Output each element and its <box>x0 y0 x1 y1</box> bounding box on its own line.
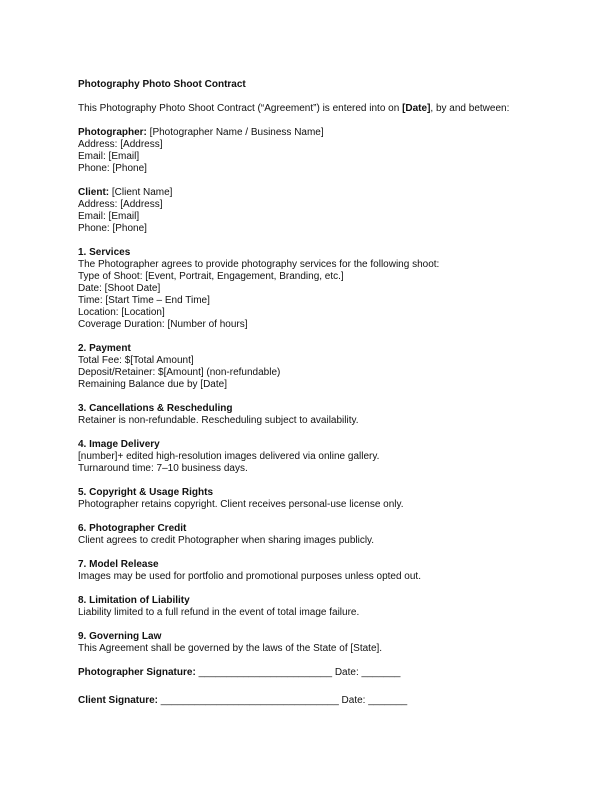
section-line: Time: [Start Time – End Time] <box>78 295 210 306</box>
client-name-line <box>78 187 578 199</box>
section-line: Date: [Shoot Date] <box>78 283 161 294</box>
section-line: Retainer is non-refundable. Rescheduling subject to availability. <box>78 415 359 426</box>
document-title: Photography Photo Shoot Contract <box>78 79 246 90</box>
section-line: Location: [Location] <box>78 307 165 318</box>
intro-text-end: , by and between: <box>430 103 510 114</box>
section-line: [number]+ edited high-resolution images delivered via online gallery. <box>78 451 380 462</box>
intro-paragraph <box>78 103 578 115</box>
section-line: Images may be used for portfolio and promotional purposes unless opted out. <box>78 571 421 582</box>
section-line: Total Fee: $[Total Amount] <box>78 355 194 366</box>
section-line: Client agrees to credit Photographer when sharing images publicly. <box>78 535 375 546</box>
section-heading: 5. Copyright & Usage Rights <box>78 487 214 498</box>
section-line: Coverage Duration: [Number of hours] <box>78 319 248 330</box>
section-line: Remaining Balance due by [Date] <box>78 379 227 390</box>
section-line: Liability limited to a full refund in the event of total image failure. <box>78 607 360 618</box>
section-heading: 2. Payment <box>78 343 131 354</box>
client-name: [Client Name] <box>109 187 173 198</box>
intro-date-placeholder: [Date] <box>402 103 431 114</box>
section-model-release <box>78 559 578 583</box>
section-line: Photographer retains copyright. Client receives personal-use license only. <box>78 499 404 510</box>
section-image-delivery <box>78 439 578 475</box>
photographer-name: [Photographer Name / Business Name] <box>146 127 324 138</box>
intro-text-start: This Photography Photo Shoot Contract (“Agreement”) is entered into on <box>78 103 403 114</box>
section-heading: 9. Governing Law <box>78 631 162 642</box>
section-line: This Agreement shall be governed by the laws of the State of [State]. <box>78 643 383 654</box>
section-services <box>78 247 578 331</box>
client-email: Email: [Email] <box>78 211 140 222</box>
photographer-info <box>78 127 578 175</box>
client-label: Client: <box>78 187 110 198</box>
section-heading: 3. Cancellations & Rescheduling <box>78 403 233 414</box>
section-heading: 6. Photographer Credit <box>78 523 187 534</box>
client-signature-blank: ________________________________ Date: _______ <box>158 695 408 706</box>
section-limitation-of-liability <box>78 595 578 619</box>
section-line: Deposit/Retainer: $[Amount] (non-refundable) <box>78 367 281 378</box>
section-line: Type of Shoot: [Event, Portrait, Engagement, Branding, etc.] <box>78 271 344 282</box>
section-cancellations <box>78 403 578 427</box>
section-governing-law <box>78 631 578 655</box>
photographer-label: Photographer: <box>78 127 147 138</box>
section-photographer-credit <box>78 523 578 547</box>
section-payment <box>78 343 578 391</box>
section-copyright <box>78 487 578 511</box>
section-heading: 1. Services <box>78 247 131 258</box>
client-signature-label: Client Signature: <box>78 695 159 706</box>
client-phone: Phone: [Phone] <box>78 223 147 234</box>
section-heading: 8. Limitation of Liability <box>78 595 190 606</box>
client-address: Address: [Address] <box>78 199 163 210</box>
client-info <box>78 187 578 235</box>
photographer-address: Address: [Address] <box>78 139 163 150</box>
section-heading: 7. Model Release <box>78 559 159 570</box>
photographer-email: Email: [Email] <box>78 151 140 162</box>
photographer-name-line <box>78 127 578 139</box>
photographer-signature-line <box>78 667 578 679</box>
photographer-phone: Phone: [Phone] <box>78 163 147 174</box>
section-heading: 4. Image Delivery <box>78 439 160 450</box>
client-signature-line <box>78 695 578 707</box>
section-line: The Photographer agrees to provide photography services for the following shoot: <box>78 259 440 270</box>
section-line: Turnaround time: 7–10 business days. <box>78 463 248 474</box>
contract-body <box>78 79 578 719</box>
photographer-signature-label: Photographer Signature: <box>78 667 196 678</box>
photographer-signature-blank: ________________________ Date: _______ <box>195 667 401 678</box>
